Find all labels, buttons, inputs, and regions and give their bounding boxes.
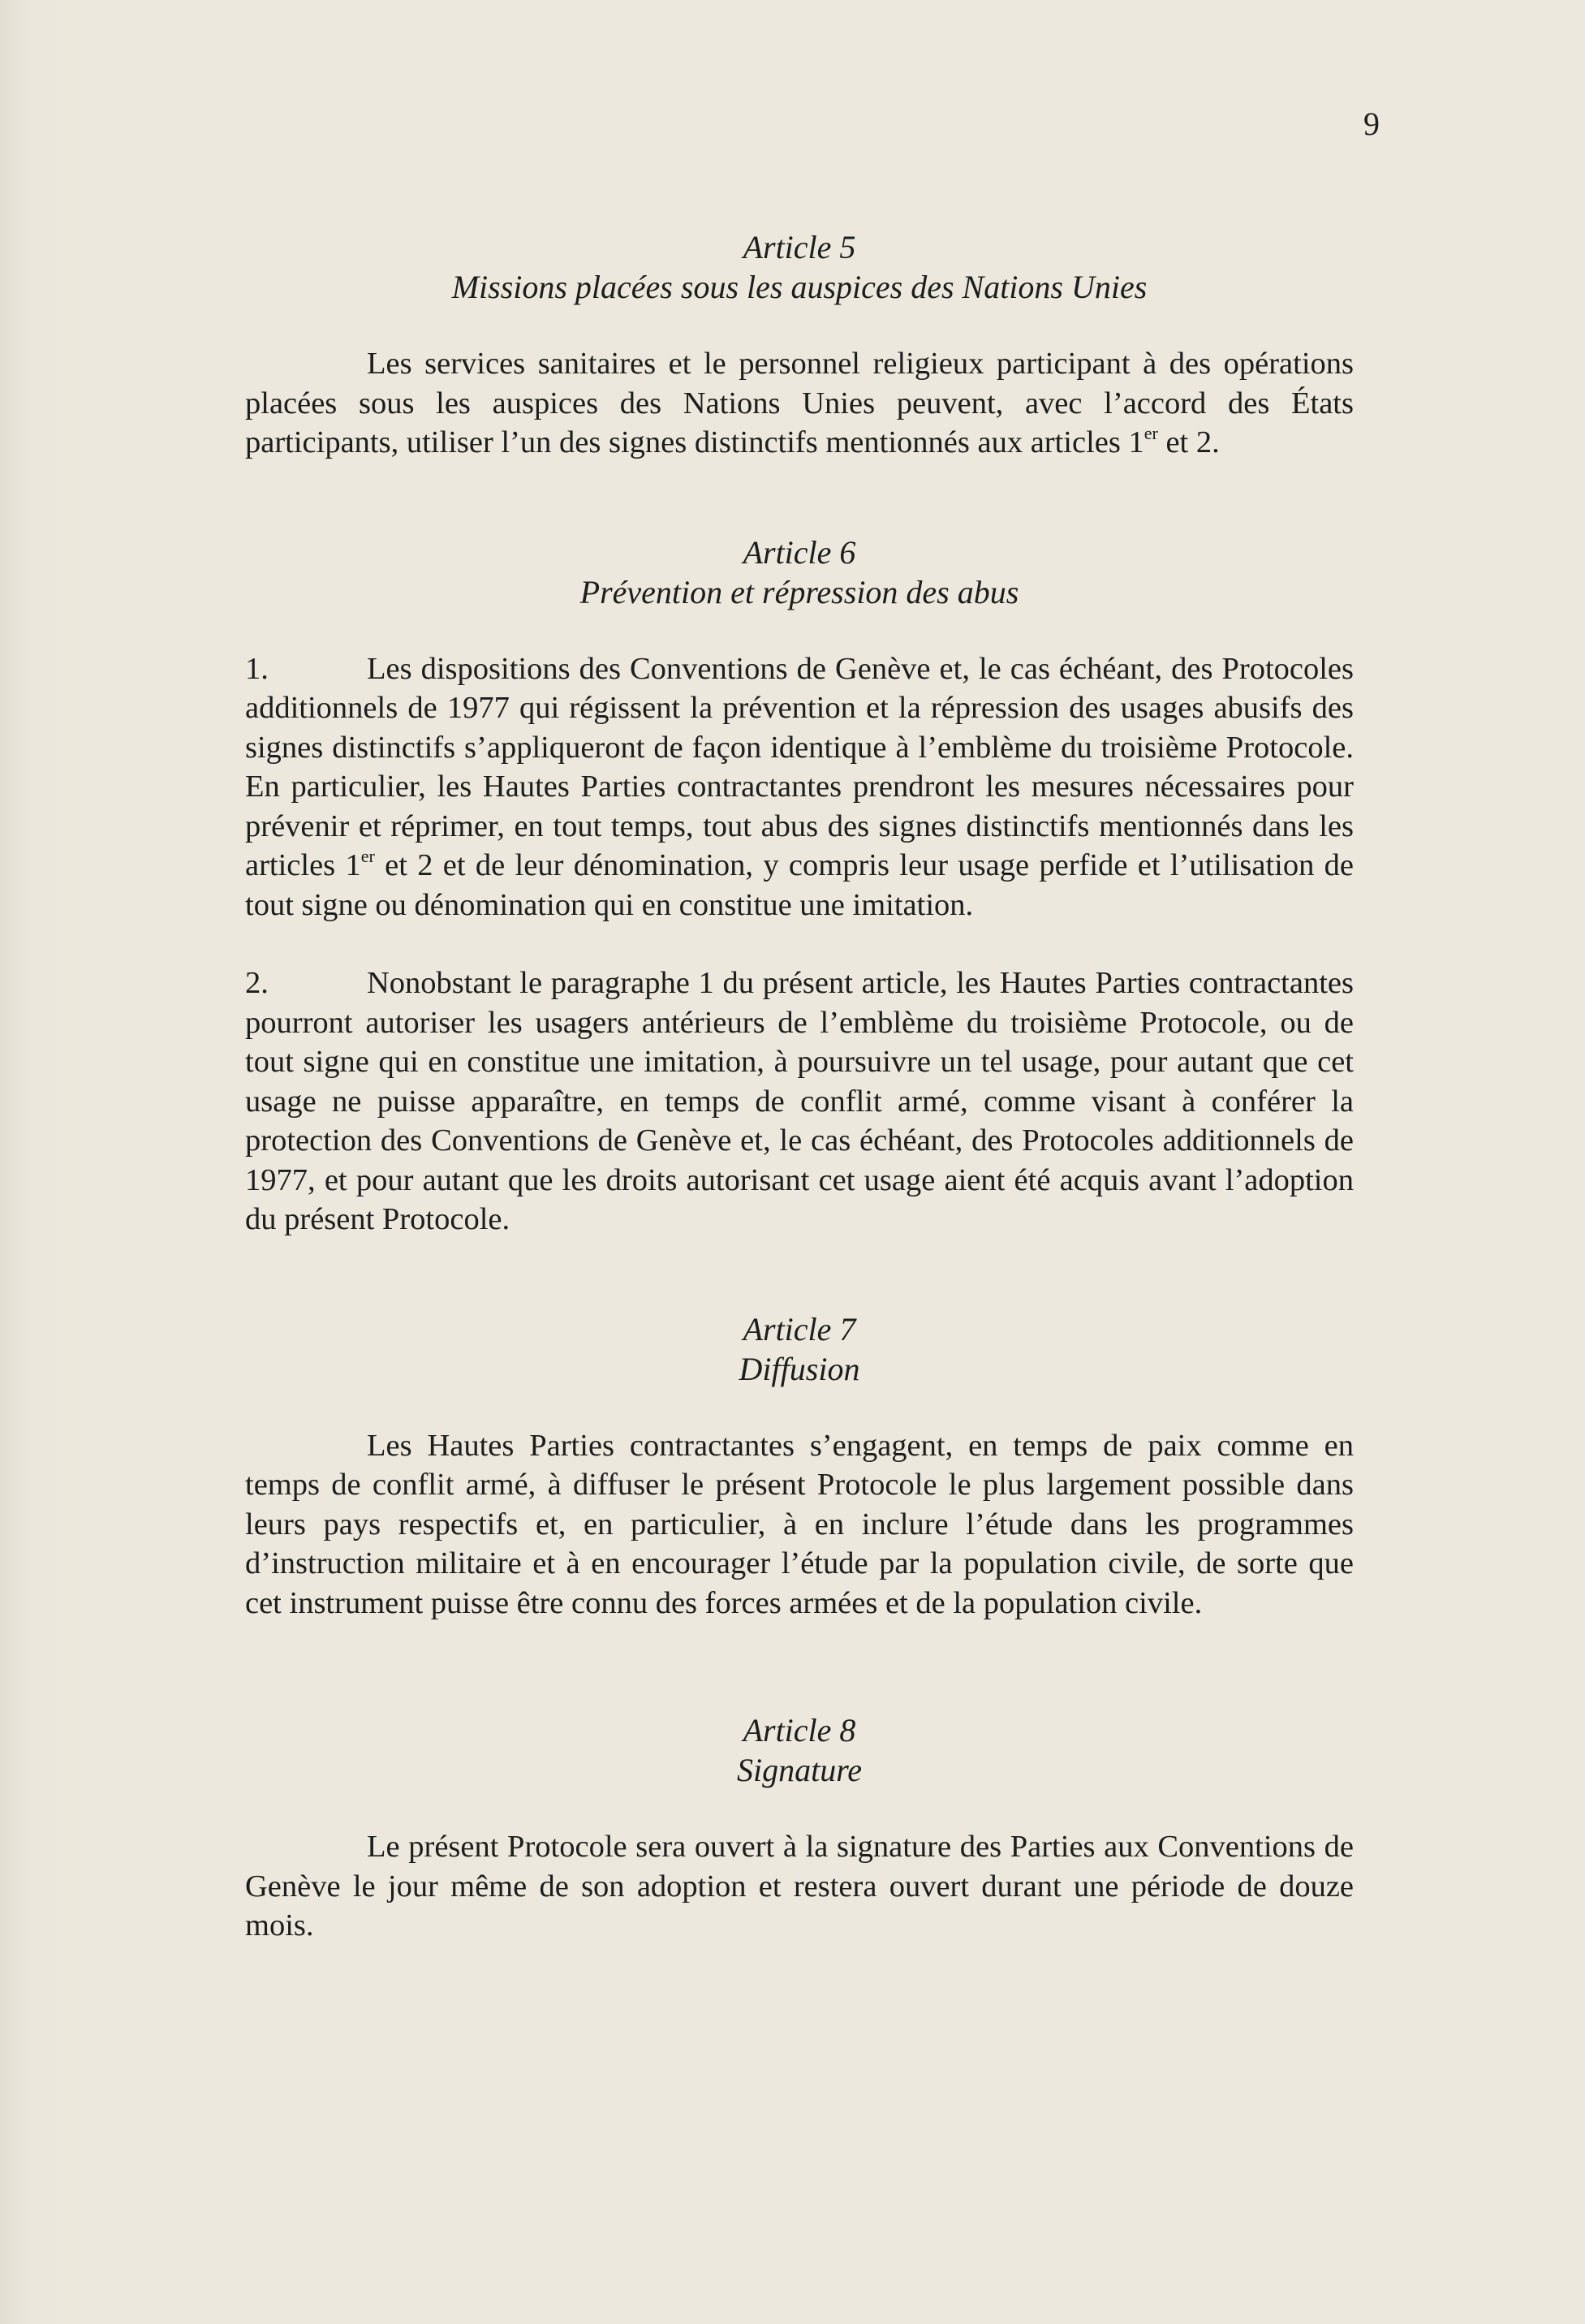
article-8 [245, 1710, 1354, 1946]
paragraph-text-after: et 2. [1157, 425, 1220, 459]
paragraph-text: Les dispositions des Conventions de Genève et, le cas échéant, des Protocoles additionnels de 1977 qui régissent la prévention et la répression des usages abusifs des signes distinctifs s’appliqueront de façon identique à l’emblème du troisième Protocole. En particulier, les Hautes Parties contractantes prendront les mesures nécessaires pour prévenir et réprimer, en tout temps, tout abus des signes distinctifs mentionnés dans les articles 1 [245, 651, 1354, 882]
article-6 [245, 532, 1354, 1240]
paragraph-text: Les services sanitaires et le personnel religieux participant à des opérations placées sous les auspices des Nations Unies peuvent, avec l’accord des États participants, utiliser l’un des signes distinctifs mentionnés aux articles 1 [245, 347, 1354, 459]
article-heading: Article 6 [743, 533, 856, 571]
article-subtitle: Prévention et répression des abus [579, 573, 1019, 610]
article-subtitle: Diffusion [739, 1350, 860, 1387]
superscript: er [1144, 423, 1158, 443]
article-paragraph [245, 1827, 1354, 1946]
article-paragraph [245, 344, 1354, 463]
article-5 [245, 227, 1354, 463]
article-heading: Article 7 [743, 1310, 856, 1347]
article-7 [245, 1309, 1354, 1623]
article-subtitle: Missions placées sous les auspices des Nations Unies [451, 269, 1148, 305]
article-paragraph [245, 1426, 1354, 1623]
superscript: er [360, 846, 375, 866]
paragraph-number: 1. [245, 651, 269, 686]
article-paragraph [245, 649, 1354, 925]
paragraph-text: Nonobstant le paragraphe 1 du présent article, les Hautes Parties contractantes pourront autoriser les usagers antérieurs de l’emblème du troisième Protocole, ou de tout signe qui en constitue une imitation, à poursuivre un tel usage, pour autant que cet usage ne puisse apparaître, en temps de conflit armé, comme visant à conférer la protection des Conventions de Genève et, le cas échéant, des Protocoles additionnels de 1977, et pour autant que les droits autorisant cet usage aient été acquis avant l’adoption du présent Protocole. [245, 966, 1354, 1236]
document-body [245, 227, 1354, 1946]
paragraph-text-after: et 2 et de leur dénomination, y compris leur usage perfide et l’utilisation de tout signe ou dénomination qui en constitue une imitation. [245, 848, 1354, 922]
paragraph-number: 2. [245, 966, 269, 1000]
paragraph-text: Le présent Protocole sera ouvert à la signature des Parties aux Conventions de Genève le jour même de son adoption et restera ouvert durant une période de douze mois. [245, 1830, 1354, 1942]
page-number: 9 [1363, 106, 1380, 142]
article-subtitle: Signature [736, 1752, 863, 1788]
article-paragraph [245, 964, 1354, 1240]
article-heading: Article 5 [743, 229, 856, 265]
paragraph-text: Les Hautes Parties contractantes s’engagent, en temps de paix comme en temps de conflit armé, à diffuser le présent Protocole le plus largement possible dans leurs pays respectifs et, en particulier, à en inclure l’étude dans les programmes d’instruction militaire et à en encourager l’étude par la population civile, de sorte que cet instrument puisse être connu des forces armées et de la population civile. [245, 1428, 1354, 1620]
article-heading: Article 8 [743, 1712, 856, 1748]
